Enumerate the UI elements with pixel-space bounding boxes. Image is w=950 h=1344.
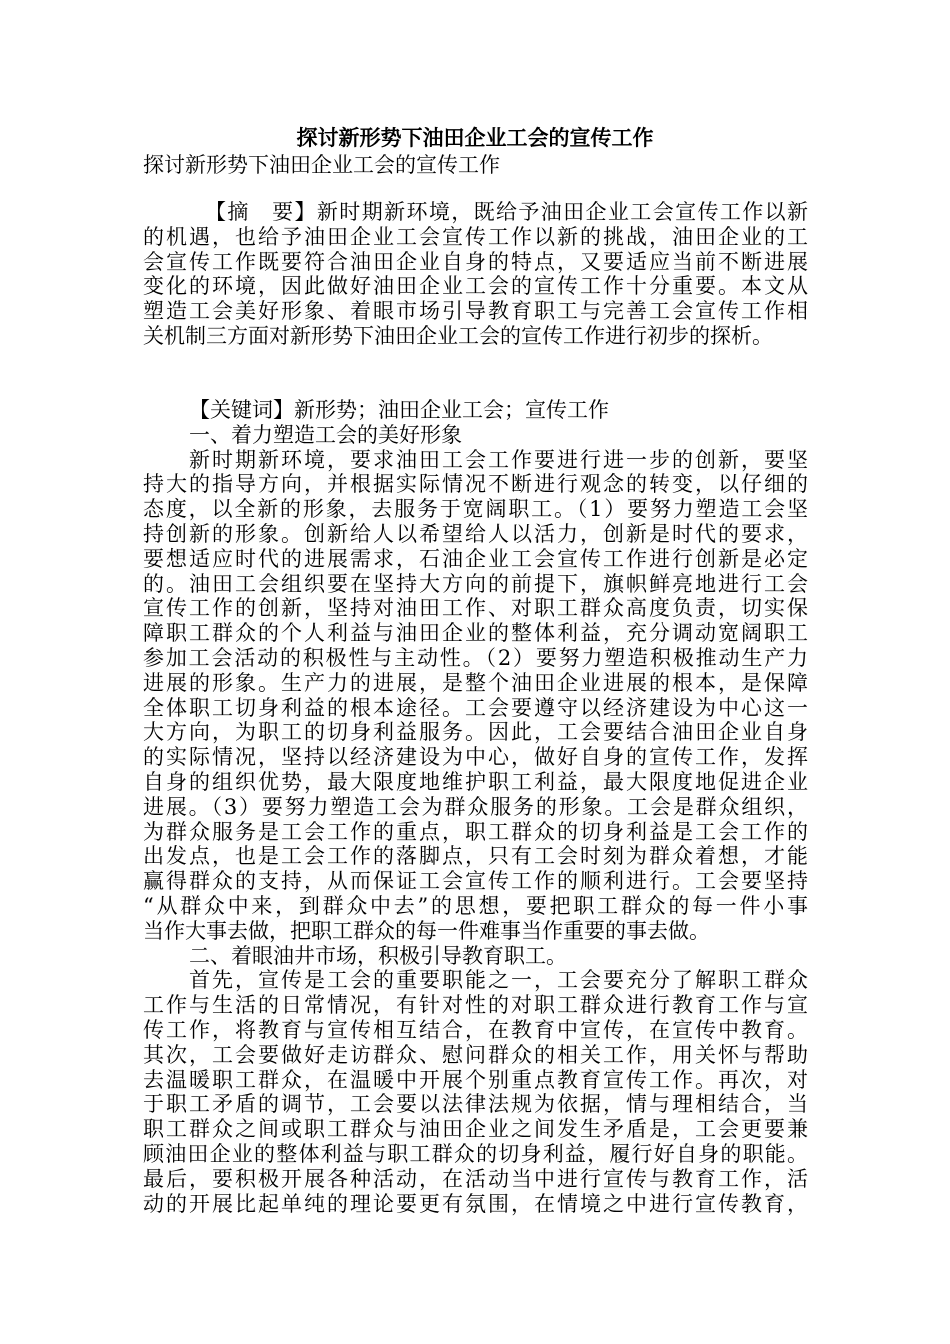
body-line: 态度，以全新的形象，去服务于宽阔职工。（1）要努力塑造工会坚	[143, 497, 808, 522]
document-subtitle: 探讨新形势下油田企业工会的宣传工作	[143, 153, 500, 177]
body-line: 传工作，将教育与宣传相互结合，在教育中宣传，在宣传中教育。	[143, 1017, 808, 1042]
body-line: 参加工会活动的积极性与主动性。（2）要努力塑造积极推动生产力	[143, 645, 808, 670]
body-line: 去温暖职工群众，在温暖中开展个别重点教育宣传工作。再次，对	[143, 1067, 808, 1092]
abstract-section	[143, 200, 808, 349]
abstract-line: 【摘 要】新时期新环境，既给予油田企业工会宣传工作以新	[205, 200, 808, 224]
body-line: 进展的形象。生产力的进展，是整个油田企业进展的根本，是保障	[143, 670, 808, 695]
body-line: 顾油田企业的整体利益与职工群众的切身利益，履行好自身的职能。	[143, 1141, 808, 1166]
abstract-line: 塑造工会美好形象、着眼市场引导教育职工与完善工会宣传工作相	[143, 299, 808, 324]
body-line: 的实际情况，坚持以经济建设为中心，做好自身的宣传工作，发挥	[143, 745, 808, 770]
body-line: 最后，要积极开展各种活动，在活动当中进行宣传与教育工作，活	[143, 1166, 808, 1191]
body-line: 宣传工作的创新，坚持对油田工作、对职工群众高度负责，切实保	[143, 596, 808, 621]
body-line: 持大的指导方向，并根据实际情况不断进行观念的转变，以仔细的	[143, 472, 808, 497]
keywords-line: 【关键词】新形势；油田企业工会；宣传工作	[189, 398, 609, 422]
abstract-line: 的机遇，也给予油田企业工会宣传工作以新的挑战，油田企业的工	[143, 224, 808, 249]
body-section	[143, 398, 808, 1216]
body-line: 工作与生活的日常情况，有针对性的对职工群众进行教育工作与宣	[143, 993, 808, 1018]
body-line: 赢得群众的支持，从而保证工会宣传工作的顺利进行。工会要坚持	[143, 869, 808, 894]
body-line: 进展。（3）要努力塑造工会为群众服务的形象。工会是群众组织，	[143, 794, 808, 819]
body-line: 新时期新环境，要求油田工会工作要进行进一步的创新，要坚	[189, 447, 808, 472]
body-line: 于职工矛盾的调节，工会要以法律法规为依据，情与理相结合，当	[143, 1092, 808, 1117]
abstract-line: 关机制三方面对新形势下油田企业工会的宣传工作进行初步的探析。	[143, 323, 773, 348]
body-line: 大方向，为职工的切身利益服务。因此，工会要结合油田企业自身	[143, 720, 808, 745]
body-line: 自身的组织优势，最大限度地维护职工利益，最大限度地促进企业	[143, 769, 808, 794]
section-heading-1: 一、着力塑造工会的美好形象	[189, 422, 462, 447]
body-line: “从群众中来，到群众中去”的思想，要把职工群众的每一件小事	[143, 893, 808, 918]
body-line: 障职工群众的个人利益与油田企业的整体利益，充分调动宽阔职工	[143, 621, 808, 646]
body-line: 出发点，也是工会工作的落脚点，只有工会时刻为群众着想，才能	[143, 844, 808, 869]
body-line: 要想适应时代的进展需求，石油企业工会宣传工作进行创新是必定	[143, 546, 808, 571]
abstract-line: 变化的环境，因此做好油田企业工会的宣传工作十分重要。本文从	[143, 274, 808, 299]
body-line: 为群众服务是工会工作的重点，职工群众的切身利益是工会工作的	[143, 819, 808, 844]
body-line: 其次，工会要做好走访群众、慰问群众的相关工作，用关怀与帮助	[143, 1042, 808, 1067]
body-line: 职工群众之间或职工群众与油田企业之间发生矛盾是，工会更要兼	[143, 1117, 808, 1142]
body-line: 当作大事去做，把职工群众的每一件难事当作重要的事去做。	[143, 918, 710, 943]
body-line: 持创新的形象。创新给人以希望给人以活力，创新是时代的要求，	[143, 521, 808, 546]
body-line: 首先，宣传是工会的重要职能之一，工会要充分了解职工群众	[189, 968, 808, 993]
document-title: 探讨新形势下油田企业工会的宣传工作	[296, 125, 654, 150]
section-heading-2: 二、着眼油井市场，积极引导教育职工。	[189, 943, 567, 968]
body-line: 全体职工切身利益的根本途径。工会要遵守以经济建设为中心这一	[143, 695, 808, 720]
body-line: 的。油田工会组织要在坚持大方向的前提下，旗帜鲜亮地进行工会	[143, 571, 808, 596]
body-line: 动的开展比起单纯的理论要更有氛围，在情境之中进行宣传教育，	[143, 1191, 808, 1216]
abstract-line: 会宣传工作既要符合油田企业自身的特点，又要适应当前不断进展	[143, 249, 808, 274]
